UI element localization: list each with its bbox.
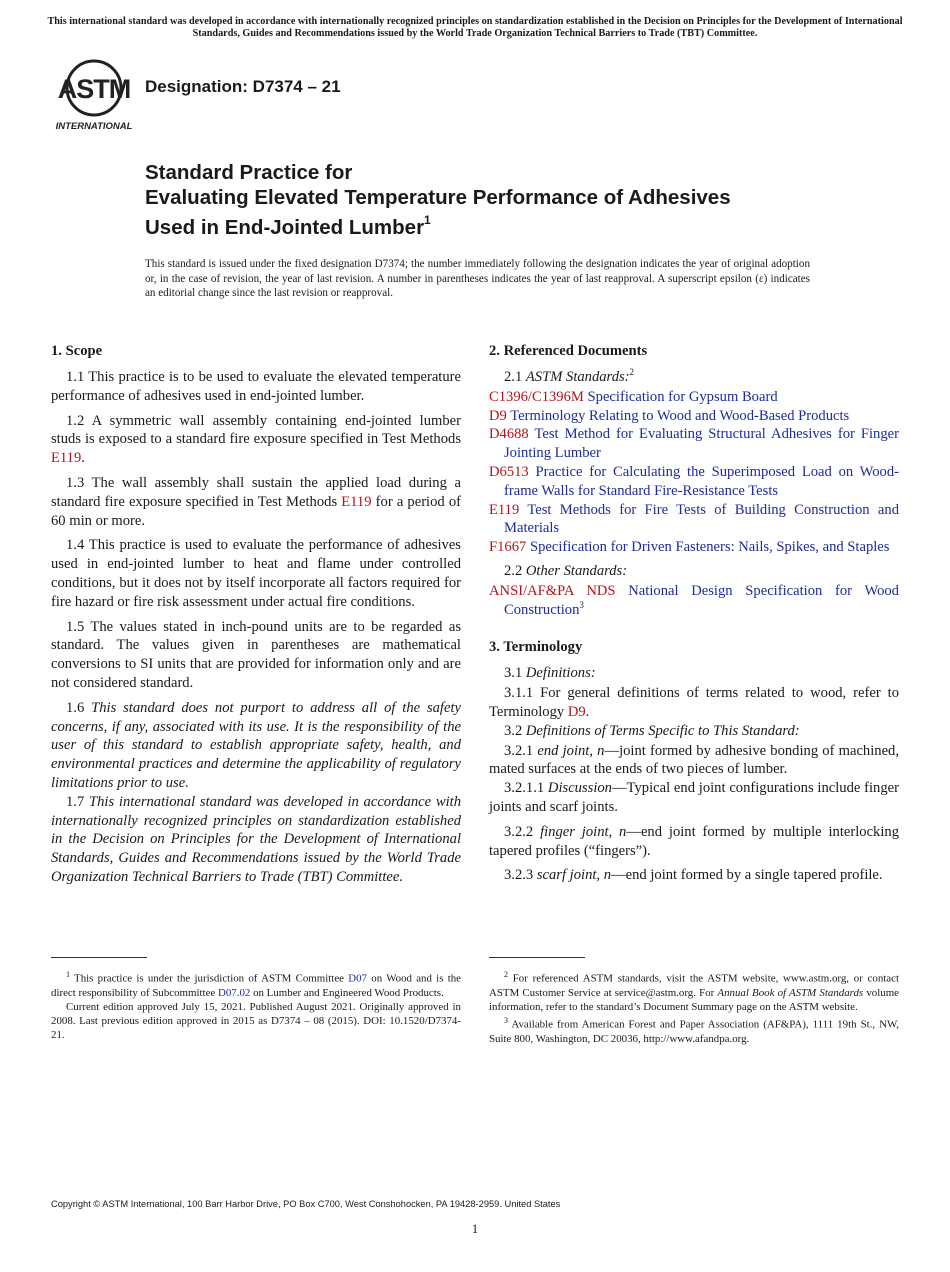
footnote-1-text: This practice is under the jurisdiction of ASTM Committee	[70, 972, 349, 985]
footnote-1-text-3: on Lumber and Engineered Wood Products.	[250, 986, 444, 999]
footnotes-right	[489, 968, 899, 1046]
reference-title-link[interactable]: Specification for Driven Fasteners: Nails, Spikes, and Staples	[529, 539, 890, 556]
reference-code-link[interactable]: ANSI/AF&PA NDS	[489, 582, 616, 599]
term-3-1-1-end: .	[585, 703, 590, 720]
subcommittee-link-d07-02[interactable]: D07.02	[217, 986, 251, 999]
term-3-2-2-num: 3.2.2	[504, 823, 541, 840]
other-standards-label	[504, 562, 899, 581]
reference-code-link[interactable]: D4688	[489, 426, 529, 443]
term-3-2-2-def: —end joint formed by multiple interlocking tapered profiles (“fingers”).	[489, 823, 899, 859]
reference-code-link[interactable]: E119	[489, 501, 520, 518]
scope-1-3-end: for a period of 60 min or more.	[51, 493, 462, 529]
footnote-1-mark: 1	[66, 970, 70, 979]
reference-title-link[interactable]: Practice for Calculating the Superimposed Load on Wood-frame Walls for Standard Fire-Resistance Tests	[504, 463, 899, 499]
logo-text: ASTM	[57, 74, 131, 104]
footnote-divider	[51, 957, 147, 958]
top-notice: This international standard was developed in accordance with internationally recognized principles on standardization established in the Decision on Principles for the Development of International Standards, Guides and Recommendations issued by the World Trade Organization Technical Barriers to Trade (TBT) Committee.	[47, 16, 903, 39]
ref-link-e119[interactable]: E119	[51, 450, 82, 467]
reference-title-link[interactable]: Test Methods for Fire Tests of Building Construction and Materials	[504, 501, 899, 537]
term-3-2-1-def: —joint formed by adhesive bonding of machined, mated surfaces at the ends of two pieces of lumber.	[489, 742, 899, 778]
page-title	[145, 160, 845, 240]
term-3-2-1-term: end joint, n	[537, 742, 605, 759]
scope-1-3-text: 1.3 The wall assembly shall sustain the applied load during a standard fire exposure specified in Test Methods	[51, 474, 461, 510]
reference-item	[489, 463, 899, 501]
term-3-1-1-text: 3.1.1 For general definitions of terms related to wood, refer to Terminology	[489, 685, 899, 720]
ref-link-d9[interactable]: D9	[567, 703, 586, 720]
reference-item	[489, 501, 899, 539]
footnote-2	[489, 968, 899, 1014]
other-standards-num: 2.2	[504, 562, 526, 579]
title-line-2: Evaluating Elevated Temperature Performance of Adhesives	[145, 186, 731, 209]
scope-1-3	[51, 474, 461, 530]
footnote-3	[489, 1014, 899, 1046]
footnote-2-mark: 2	[504, 970, 508, 979]
footnote-2-text-2: volume information, refer to the standard’s Document Summary page on the ASTM website.	[489, 986, 899, 1014]
term-3-2-num: 3.2	[504, 722, 526, 739]
reference-code-link[interactable]: D9	[489, 407, 507, 424]
reference-footnote-mark[interactable]: 3	[579, 599, 584, 610]
other-reference-list	[489, 582, 899, 620]
ref-link-e119[interactable]: E119	[341, 493, 372, 510]
scope-heading: 1. Scope	[51, 343, 103, 359]
astm-standards-label	[504, 368, 899, 387]
edition-note: Current edition approved July 15, 2021. Published August 2021. Originally approved in 2008. Last previous edition approved in 2015 as D7374 – 08 (2015). DOI: 10.1520/D7374-21.	[51, 1001, 461, 1042]
reference-code-link[interactable]: C1396/C1396M	[489, 388, 584, 405]
logo-subtext: INTERNATIONAL	[55, 121, 133, 132]
scope-1-2-end: .	[81, 450, 85, 467]
reference-code-link[interactable]: F1667	[489, 539, 527, 556]
term-3-2-1	[489, 742, 899, 780]
term-3-2-2-term: finger joint, n	[540, 823, 627, 840]
astm-standards-text: ASTM Standards:	[525, 369, 630, 385]
footnote-1-text-2: on Wood and is the direct responsibility of Subcommittee	[51, 972, 462, 999]
term-3-2-3-term: scarf joint, n	[536, 867, 612, 884]
footnote-3-text: Available from American Forest and Paper Association (AF&PA), 1111 19th St., NW, Suite 800, Washington, DC 20036, http://www.afandpa.org.	[489, 1018, 899, 1046]
scope-1-7	[51, 793, 461, 887]
footnote-1	[51, 968, 461, 1000]
terminology-heading: 3. Terminology	[489, 639, 583, 656]
scope-1-6	[51, 699, 461, 793]
scope-1-5: 1.5 The values stated in inch-pound units are to be regarded as standard. The values given in parentheses are mathematical conversions to SI units that are provided for information only and are not considered standard.	[51, 618, 461, 691]
scope-1-2-text: 1.2 A symmetric wall assembly containing end-jointed lumber studs is exposed to a standard fire exposure specified in Test Methods	[51, 412, 461, 448]
issuance-note: This standard is issued under the fixed designation D7374; the number immediately following the designation indicates the year of original adoption or, in the case of revision, the year of last revision. A number in parentheses indicates the year of last reapproval. A superscript epsilon (ε) indicates an editorial change since the last revision or reapproval.	[145, 258, 810, 300]
title-footnote-mark[interactable]: 1	[424, 213, 431, 227]
reference-title-link[interactable]: Test Method for Evaluating Structural Adhesives for Finger Jointing Lumber	[504, 426, 899, 462]
term-3-2-2	[489, 823, 899, 861]
term-3-1-num: 3.1	[504, 665, 526, 682]
other-standards-text: Other Standards:	[525, 562, 628, 579]
footnote-2-italic: Annual Book of ASTM Standards	[717, 986, 864, 999]
references-heading: 2. Referenced Documents	[489, 343, 648, 359]
title-line-3-text: Used in End-Jointed Lumber	[145, 215, 425, 239]
term-3-2-text: Definitions of Terms Specific to This Standard:	[525, 722, 800, 739]
term-3-2-3	[489, 866, 899, 885]
term-3-2-1-1-num: 3.2.1.1	[504, 780, 548, 797]
title-line-1: Standard Practice for	[145, 161, 353, 184]
reference-title-link[interactable]: National Design Specification for Wood Construction	[504, 582, 899, 618]
reference-item	[489, 388, 899, 407]
reference-title-link[interactable]: Terminology Relating to Wood and Wood-Based Products	[510, 407, 850, 424]
committee-link-d07[interactable]: D07	[348, 972, 368, 985]
scope-1-7-text: This international standard was developed in accordance with internationally recognized principles on standardization established in the Decision on Principles for the Development of International Standards, Guides and Recommendations issued by the World Trade Organization Technical Barriers to Trade (TBT) Committee.	[51, 793, 462, 885]
footnote-2-text: For referenced ASTM standards, visit the ASTM website, www.astm.org, or contact ASTM Customer Service at service@astm.org. For	[489, 972, 899, 999]
reference-list	[489, 388, 899, 557]
reference-code-link[interactable]: D6513	[489, 463, 529, 480]
scope-1-7-num: 1.7	[66, 793, 90, 810]
title-line-3	[145, 210, 845, 240]
astm-logo-icon	[52, 56, 136, 134]
footnote-divider	[489, 957, 585, 958]
term-3-1-text: Definitions:	[525, 665, 596, 682]
scope-1-1: 1.1 This practice is to be used to evaluate the elevated temperature performance of adhesives used in end-jointed lumber.	[51, 369, 461, 404]
scope-1-6-num: 1.6	[66, 699, 92, 716]
footnote-3-mark: 3	[504, 1016, 508, 1026]
term-3-2	[504, 722, 899, 741]
term-3-1-1	[489, 684, 899, 722]
right-column	[489, 341, 899, 891]
reference-item	[489, 538, 899, 557]
page-number: 1	[471, 1221, 479, 1236]
term-3-2-1-1-def: —Typical end joint configurations include finger joints and scarf joints.	[489, 780, 899, 815]
term-3-2-1-1-term: Discussion	[547, 780, 612, 797]
reference-item	[489, 425, 899, 463]
scope-1-6-text: This standard does not purport to address all of the safety concerns, if any, associated with its use. It is the responsibility of the user of this standard to establish appropriate safety, health, and environmental practices and determine the applicability of regulatory limitations prior to use.	[51, 699, 461, 791]
term-3-2-1-num: 3.2.1	[504, 742, 538, 759]
reference-title-link[interactable]: Specification for Gypsum Board	[587, 388, 778, 405]
astm-standards-mark[interactable]: 2	[629, 367, 635, 378]
designation: Designation: D7374 – 21	[145, 77, 341, 96]
astm-standards-num: 2.1	[504, 369, 526, 385]
footnotes-left	[51, 968, 461, 1043]
term-3-2-1-1	[489, 779, 899, 817]
reference-item	[489, 407, 899, 426]
term-3-1	[504, 664, 899, 683]
term-3-2-3-def: —end joint formed by a single tapered profile.	[611, 867, 883, 884]
scope-1-4: 1.4 This practice is used to evaluate the performance of adhesives used in end-jointed lumber to heat and flame under controlled conditions, but it does not by itself incorporate all factors required for fire hazard or fire risk assessment under actual fire conditions.	[51, 537, 461, 610]
copyright: Copyright © ASTM International, 100 Barr Harbor Drive, PO Box C700, West Conshohocken, PA 19428-2959. United States	[51, 1199, 561, 1209]
other-reference-item	[489, 582, 899, 620]
scope-1-2	[51, 412, 461, 468]
left-column	[51, 341, 461, 887]
term-3-2-3-num: 3.2.3	[504, 867, 537, 884]
